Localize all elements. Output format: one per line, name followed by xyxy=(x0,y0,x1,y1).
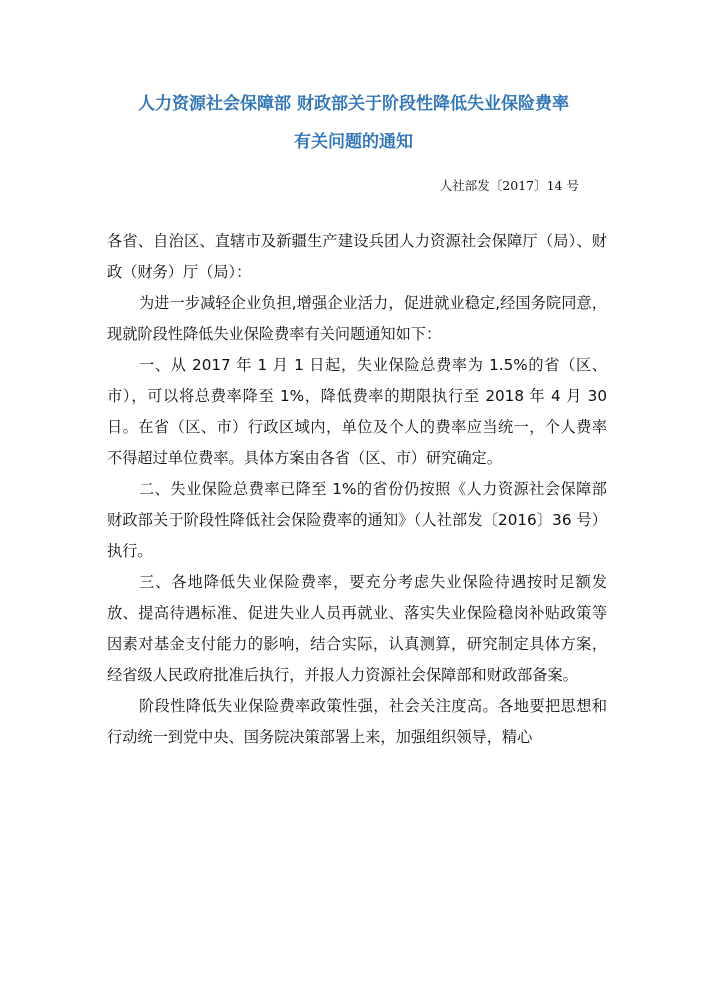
document-body xyxy=(107,226,607,753)
addressee: 各省、自治区、直辖市及新疆生产建设兵团人力资源社会保障厅（局）、财政（财务）厅（局）： xyxy=(107,232,607,281)
document-number: 人社部发〔2017〕14 号 xyxy=(439,178,579,193)
paragraph-closing: 阶段性降低失业保险费率政策性强，社会关注度高。各地要把思想和行动统一到党中央、国务院决策部署上来，加强组织领导，精心 xyxy=(107,697,607,746)
paragraph-item-2: 二、失业保险总费率已降至 1%的省份仍按照《人力资源社会保障部 财政部关于阶段性降低社会保险费率的通知》（人社部发〔2016〕36 号）执行。 xyxy=(107,480,607,560)
paragraph-item-1: 一、从 2017 年 1 月 1 日起，失业保险总费率为 1.5%的省（区、市），可以将总费率降至 1%，降低费率的期限执行至 2018 年 4 月 30 日。在省（区、市）行政区域内，单位及个人的费率应当统一，个人费率不得超过单位费率。具体方案由各省（区、市）研究确定。 xyxy=(107,356,607,467)
document-title-line-2: 有关问题的通知 xyxy=(294,132,413,152)
paragraph-item-3: 三、各地降低失业保险费率，要充分考虑失业保险待遇按时足额发放、提高待遇标准、促进失业人员再就业、落实失业保险稳岗补贴政策等因素对基金支付能力的影响，结合实际，认真测算，研究制定具体方案，经省级人民政府批准后执行，并报人力资源社会保障部和财政部备案。 xyxy=(107,573,607,684)
document-title-line-1: 人力资源社会保障部 财政部关于阶段性降低失业保险费率 xyxy=(138,94,569,114)
paragraph-intro: 为进一步减轻企业负担,增强企业活力，促进就业稳定,经国务院同意，现就阶段性降低失业保险费率有关问题通知如下： xyxy=(107,294,607,343)
